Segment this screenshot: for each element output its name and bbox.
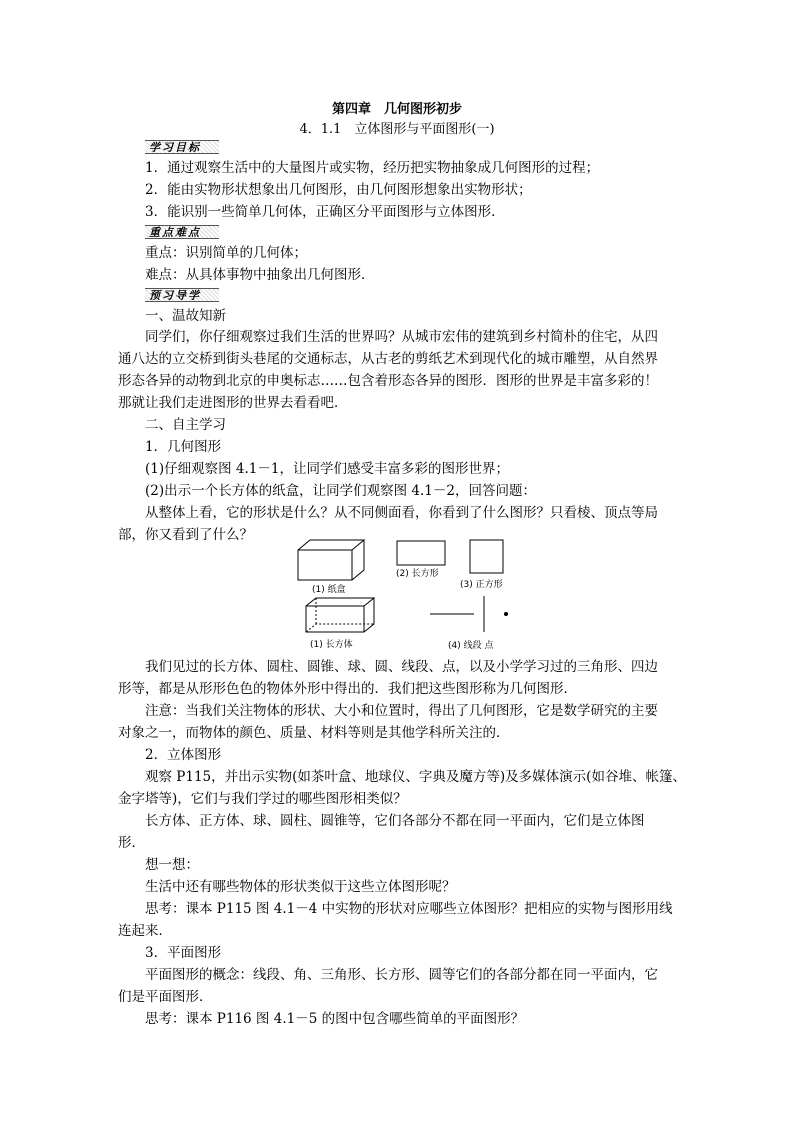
difficulty-point: 难点：从具体事物中抽象出几何图形． <box>145 267 375 283</box>
subsection-heading: 2．立体图形 <box>145 747 222 763</box>
section-heading: 一、温故知新 <box>145 308 226 324</box>
paragraph-line: 观察 P115，并出示实物(如茶叶盒、地球仪、字典及魔方等)及多媒体演示(如谷堆、帐篷、 <box>145 769 686 785</box>
subsection-heading: 1．几何图形 <box>145 439 222 455</box>
preview-banner: 预习导学 <box>145 288 219 302</box>
goal-item: 2．能由实物形状想象出几何图形，由几何图形想象出实物形状； <box>145 182 532 198</box>
figure-label: (2) 长方形 <box>396 569 439 579</box>
paragraph-line: 形态各异的动物到北京的申奥标志……包含着形态各异的图形．图形的世界是丰富多彩的！ <box>118 373 658 389</box>
subsection-heading: 3．平面图形 <box>145 945 222 961</box>
figure-label: (3) 正方形 <box>460 580 503 590</box>
paragraph-line: 通八达的立交桥到街头巷尾的交通标志，从古老的剪纸艺术到现代化的城市雕塑，从自然界 <box>118 351 658 367</box>
figure-label: (1) 纸盒 <box>312 585 346 595</box>
paragraph-line: 形等，都是从形形色色的物体外形中得出的．我们把这些图形称为几何图形． <box>118 681 577 697</box>
point-drawing <box>504 612 508 616</box>
key-point: 重点：识别简单的几何体； <box>145 245 307 261</box>
paragraph-line: 想一想： <box>145 857 199 873</box>
figure-label: (4) 线段 点 <box>448 641 494 651</box>
paragraph-line: 思考：课本 P116 图 4.1－5 的图中包含哪些简单的平面图形？ <box>145 1011 525 1027</box>
paragraph-line: 从整体上看，它的形状是什么？从不同侧面看，你看到了什么图形？只看棱、顶点等局 <box>145 505 658 521</box>
paragraph-line: 同学们，你仔细观察过我们生活的世界吗？从城市宏伟的建筑到乡村简朴的住宅，从四 <box>145 329 658 345</box>
paragraph-line: 对象之一，而物体的颜色、质量、材料等则是其他学科所关注的． <box>118 725 510 741</box>
box-figure <box>290 536 530 656</box>
goal-item: 1．通过观察生活中的大量图片或实物，经历把实物抽象成几何图形的过程； <box>145 160 600 176</box>
paragraph-line: 形． <box>118 835 145 851</box>
paragraph-line: 部，你又看到了什么？ <box>118 527 253 543</box>
paper-box-drawing <box>298 540 364 580</box>
paragraph-line: 们是平面图形． <box>118 989 213 1005</box>
paragraph-line: 生活中还有哪些物体的形状类似于这些立体图形呢？ <box>145 879 456 895</box>
goals-banner: 学习目标 <box>145 140 219 154</box>
paragraph-line: (2)出示一个长方体的纸盒，让同学们观察图 4.1－2，回答问题： <box>145 483 536 499</box>
square-drawing <box>470 540 503 573</box>
paragraph-line: 金字塔等)，它们与我们学过的哪些图形相类似？ <box>118 791 407 807</box>
figure-label: (1) 长方体 <box>310 640 353 650</box>
paragraph-line: 连起来． <box>118 923 172 939</box>
paragraph-line: 那就让我们走进图形的世界去看看吧． <box>118 395 348 411</box>
rectangle-drawing <box>397 541 445 565</box>
chapter-title: 第四章 几何图形初步 <box>331 102 462 117</box>
cuboid-drawing <box>306 598 374 632</box>
paragraph-line: 思考：课本 P115 图 4.1－4 中实物的形状对应哪些立体图形？把相应的实物与图形用线 <box>145 901 673 917</box>
paragraph-line: 平面图形的概念：线段、角、三角形、长方形、圆等它们的各部分都在同一平面内，它 <box>145 967 658 983</box>
paragraph-line: 我们见过的长方体、圆柱、圆锥、球、圆、线段、点，以及小学学习过的三角形、四边 <box>145 659 658 675</box>
section-title: 4．1.1 立体图形与平面图形(一) <box>299 122 495 137</box>
key-points-banner: 重点难点 <box>145 225 219 239</box>
paragraph-line: 注意：当我们关注物体的形状、大小和位置时，得出了几何图形，它是数学研究的主要 <box>145 703 658 719</box>
goal-item: 3．能识别一些简单几何体，正确区分平面图形与立体图形． <box>145 204 505 220</box>
paragraph-line: 长方体、正方体、球、圆柱、圆锥等，它们各部分不都在同一平面内，它们是立体图 <box>145 813 645 829</box>
paragraph-line: (1)仔细观察图 4.1－1，让同学们感受丰富多彩的图形世界； <box>145 461 509 477</box>
section-heading: 二、自主学习 <box>145 417 226 433</box>
